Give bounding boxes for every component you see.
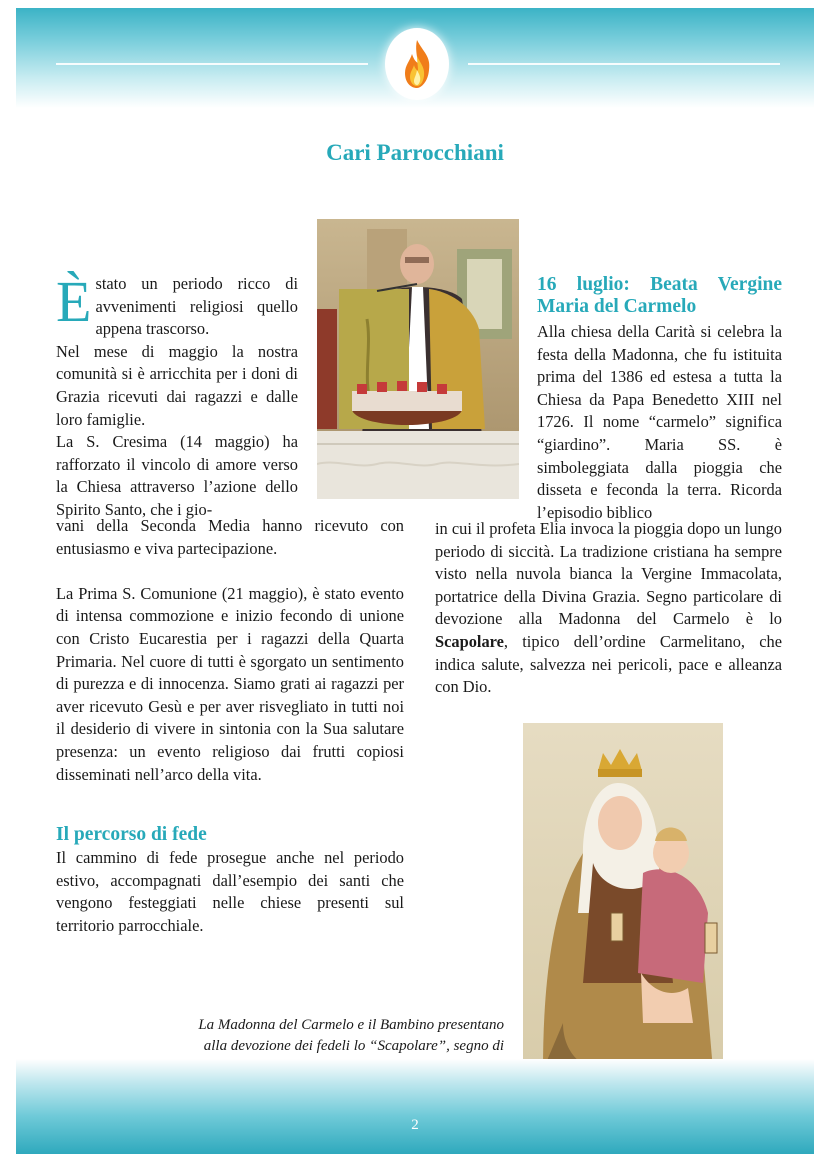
flame-icon bbox=[397, 38, 437, 90]
carmelo-heading: 16 luglio: Beata Vergine Maria del Carmelo bbox=[537, 274, 782, 317]
intro-paragraph-1: stato un periodo ricco di avvenimenti religiosi quello appena trascorso. bbox=[95, 274, 298, 339]
madonna-image bbox=[523, 723, 723, 1070]
carmelo-text-wide bbox=[435, 518, 782, 699]
intro-paragraph-3b: vani della Seconda Media hanno ricevuto con entusiasmo e viva partecipazione. bbox=[56, 516, 404, 558]
image-caption: La Madonna del Carmelo e il Bambino presentano alla devozione dei fedeli lo “Scapolare”, segno di bbox=[198, 1017, 504, 1054]
header-rule-left bbox=[56, 63, 368, 65]
header-rule-right bbox=[468, 63, 780, 65]
intro-paragraph-4: La Prima S. Comunione (21 maggio), è stato evento di intensa commozione e inizio fecondo di unione con Cristo Eucarestia per i ragazzi della Quarta Primaria. Nel cuore di tutti è sgorgato un sentimento di purezza e di innocenza. Siamo grati ai ragazzi per aver ricevuto Gesù e per aver risvegliato in tutti noi il desiderio di vivere in sintonia con la Sua salutare presenza: un evento religioso dai frutti copiosi disseminati nell’arco della vita. bbox=[56, 583, 404, 784]
header-band bbox=[16, 8, 814, 108]
dropcap: È bbox=[56, 269, 92, 334]
intro-text-wide bbox=[56, 515, 404, 786]
intro-paragraph-2: Nel mese di maggio la nostra comunità si è arricchita per i doni di Grazia ricevuti dai ragazzi e dalle loro famiglie. bbox=[56, 341, 298, 429]
scapolare-term: Scapolare bbox=[435, 631, 504, 651]
faith-heading: Il percorso di fede bbox=[56, 824, 207, 845]
carmelo-text-narrow: Alla chiesa della Carità si celebra la festa della Madonna, che fu istituita prima del 1386 ed estesa a tutta la Chiesa da Papa Benedetto XIII nel 1726. Il nome “carmelo” significa “giardino”. Maria SS. è simboleggiata dalla pioggia che disseta e feconda la terra. Ricorda l’episodio biblico bbox=[537, 322, 782, 522]
page-number: 2 bbox=[411, 1117, 419, 1133]
footer-band bbox=[16, 1059, 814, 1154]
page bbox=[16, 8, 814, 1154]
carmelo-text-b2: , tipico dell’ordine Carmelitano, che indica salute, salvezza nei pericoli, pace e alleanza con Dio. bbox=[435, 631, 782, 697]
priest-photo bbox=[317, 219, 519, 499]
carmelo-text-b1: in cui il profeta Elia invoca la pioggia dopo un lungo periodo di siccità. La tradizione cristiana ha sempre visto nella nuvola bianca la Vergine Immacolata, portatrice della Divina Grazia. Segno particolare di devozione alla Madonna del Carmelo è lo bbox=[435, 519, 782, 629]
faith-text: Il cammino di fede prosegue anche nel periodo estivo, accompagnati dall’esempio dei santi che vengono festeggiati nelle chiese presenti sul territorio parrocchiale. bbox=[56, 848, 404, 935]
intro-text bbox=[56, 269, 298, 522]
flame-badge bbox=[385, 28, 449, 100]
intro-paragraph-3a: La S. Cresima (14 maggio) ha rafforzato il vincolo di amore verso la Chiesa attraverso l’azione dello Spirito Santo, che i gio- bbox=[56, 432, 298, 519]
page-title: Cari Parrocchiani bbox=[326, 140, 504, 165]
